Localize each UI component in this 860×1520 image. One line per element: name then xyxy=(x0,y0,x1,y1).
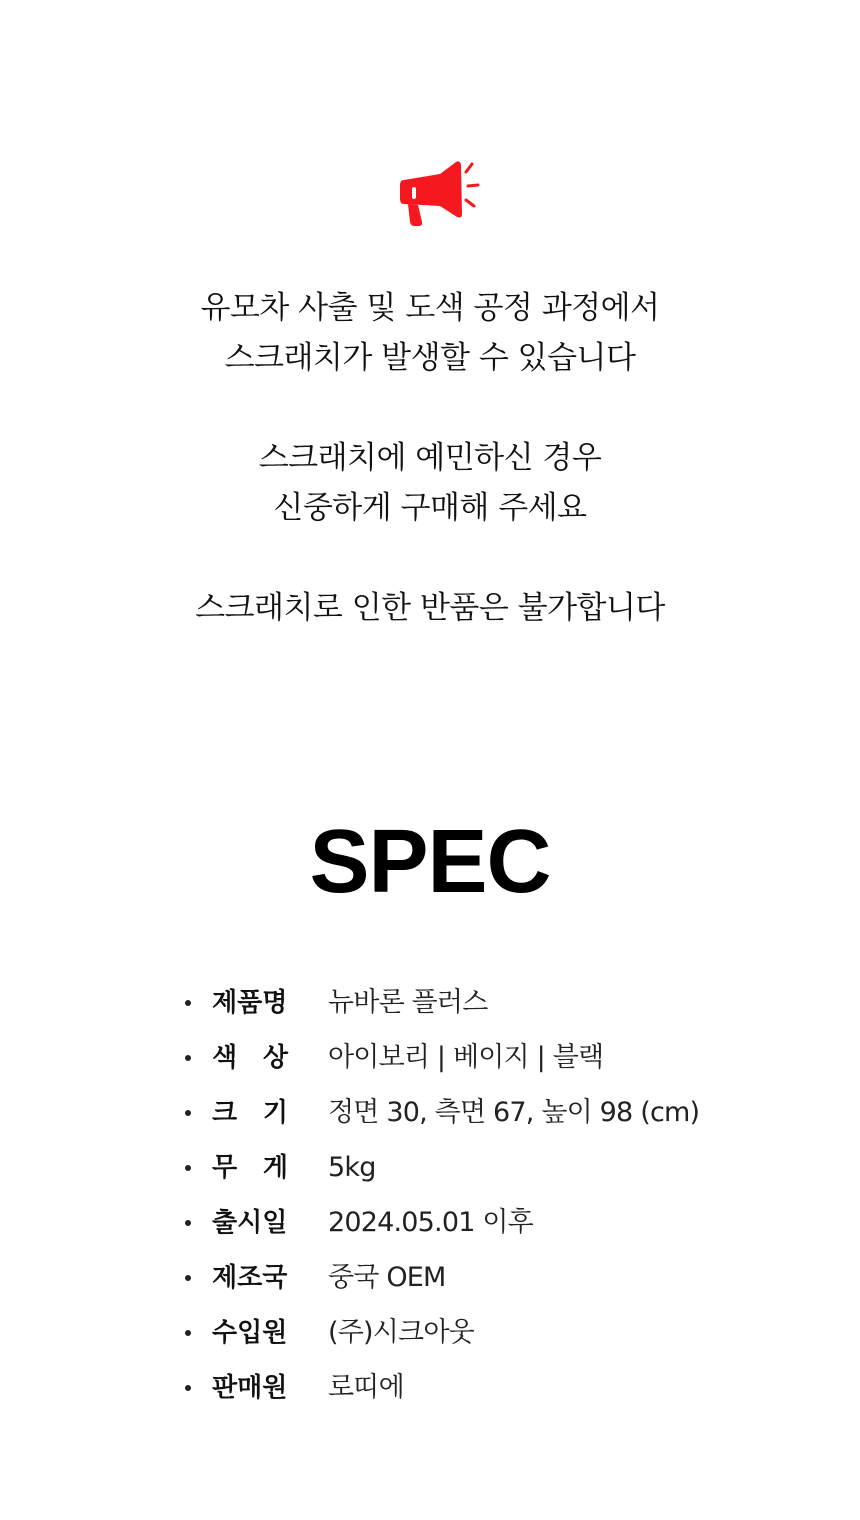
spec-value: 중국 OEM xyxy=(328,1262,446,1293)
bullet-icon xyxy=(185,1000,191,1006)
spec-value: 로띠에 xyxy=(328,1372,404,1403)
spec-label: 제조국 xyxy=(212,1263,288,1293)
spec-row xyxy=(0,1195,860,1250)
spec-title: SPEC xyxy=(309,812,551,912)
megaphone-icon xyxy=(396,154,482,230)
bullet-icon xyxy=(185,1165,191,1171)
spec-label: 무 게 xyxy=(212,1153,288,1183)
notice-text: 유모차 사출 및 도색 공정 과정에서 xyxy=(200,290,660,326)
spec-value: 뉴바론 플러스 xyxy=(328,987,488,1018)
spec-row xyxy=(0,1250,860,1305)
spec-row xyxy=(0,975,860,1030)
notice-block-3 xyxy=(0,583,860,633)
notice-text: 스크래치가 발생할 수 있습니다 xyxy=(224,340,636,376)
bullet-icon xyxy=(185,1330,191,1336)
spec-label: 색 상 xyxy=(212,1043,288,1073)
spec-value: 2024.05.01 이후 xyxy=(328,1207,533,1238)
notice-block-2 xyxy=(0,433,860,533)
spec-row xyxy=(0,1305,860,1360)
bullet-icon xyxy=(185,1385,191,1391)
spec-row xyxy=(0,1030,860,1085)
notice-block-1 xyxy=(0,283,860,383)
notice-text: 스크래치에 예민하신 경우 xyxy=(258,440,602,476)
bullet-icon xyxy=(185,1275,191,1281)
spec-label: 제품명 xyxy=(212,988,288,1018)
spec-value: (주)시크아웃 xyxy=(328,1317,474,1348)
bullet-icon xyxy=(185,1220,191,1226)
spec-label: 크 기 xyxy=(212,1098,288,1128)
spec-label: 판매원 xyxy=(212,1373,288,1403)
spec-label: 출시일 xyxy=(212,1208,288,1238)
bullet-icon xyxy=(185,1055,191,1061)
spec-value: 아이보리 | 베이지 | 블랙 xyxy=(328,1042,604,1073)
notice-text: 신중하게 구매해 주세요 xyxy=(273,490,587,526)
notice-text: 스크래치로 인한 반품은 불가합니다 xyxy=(195,590,665,626)
spec-value: 5kg xyxy=(328,1152,376,1183)
spec-row xyxy=(0,1360,860,1415)
spec-list xyxy=(0,975,860,1415)
spec-value: 정면 30, 측면 67, 높이 98 (cm) xyxy=(328,1097,700,1128)
bullet-icon xyxy=(185,1110,191,1116)
spec-label: 수입원 xyxy=(212,1318,288,1348)
spec-row xyxy=(0,1085,860,1140)
spec-row xyxy=(0,1140,860,1195)
